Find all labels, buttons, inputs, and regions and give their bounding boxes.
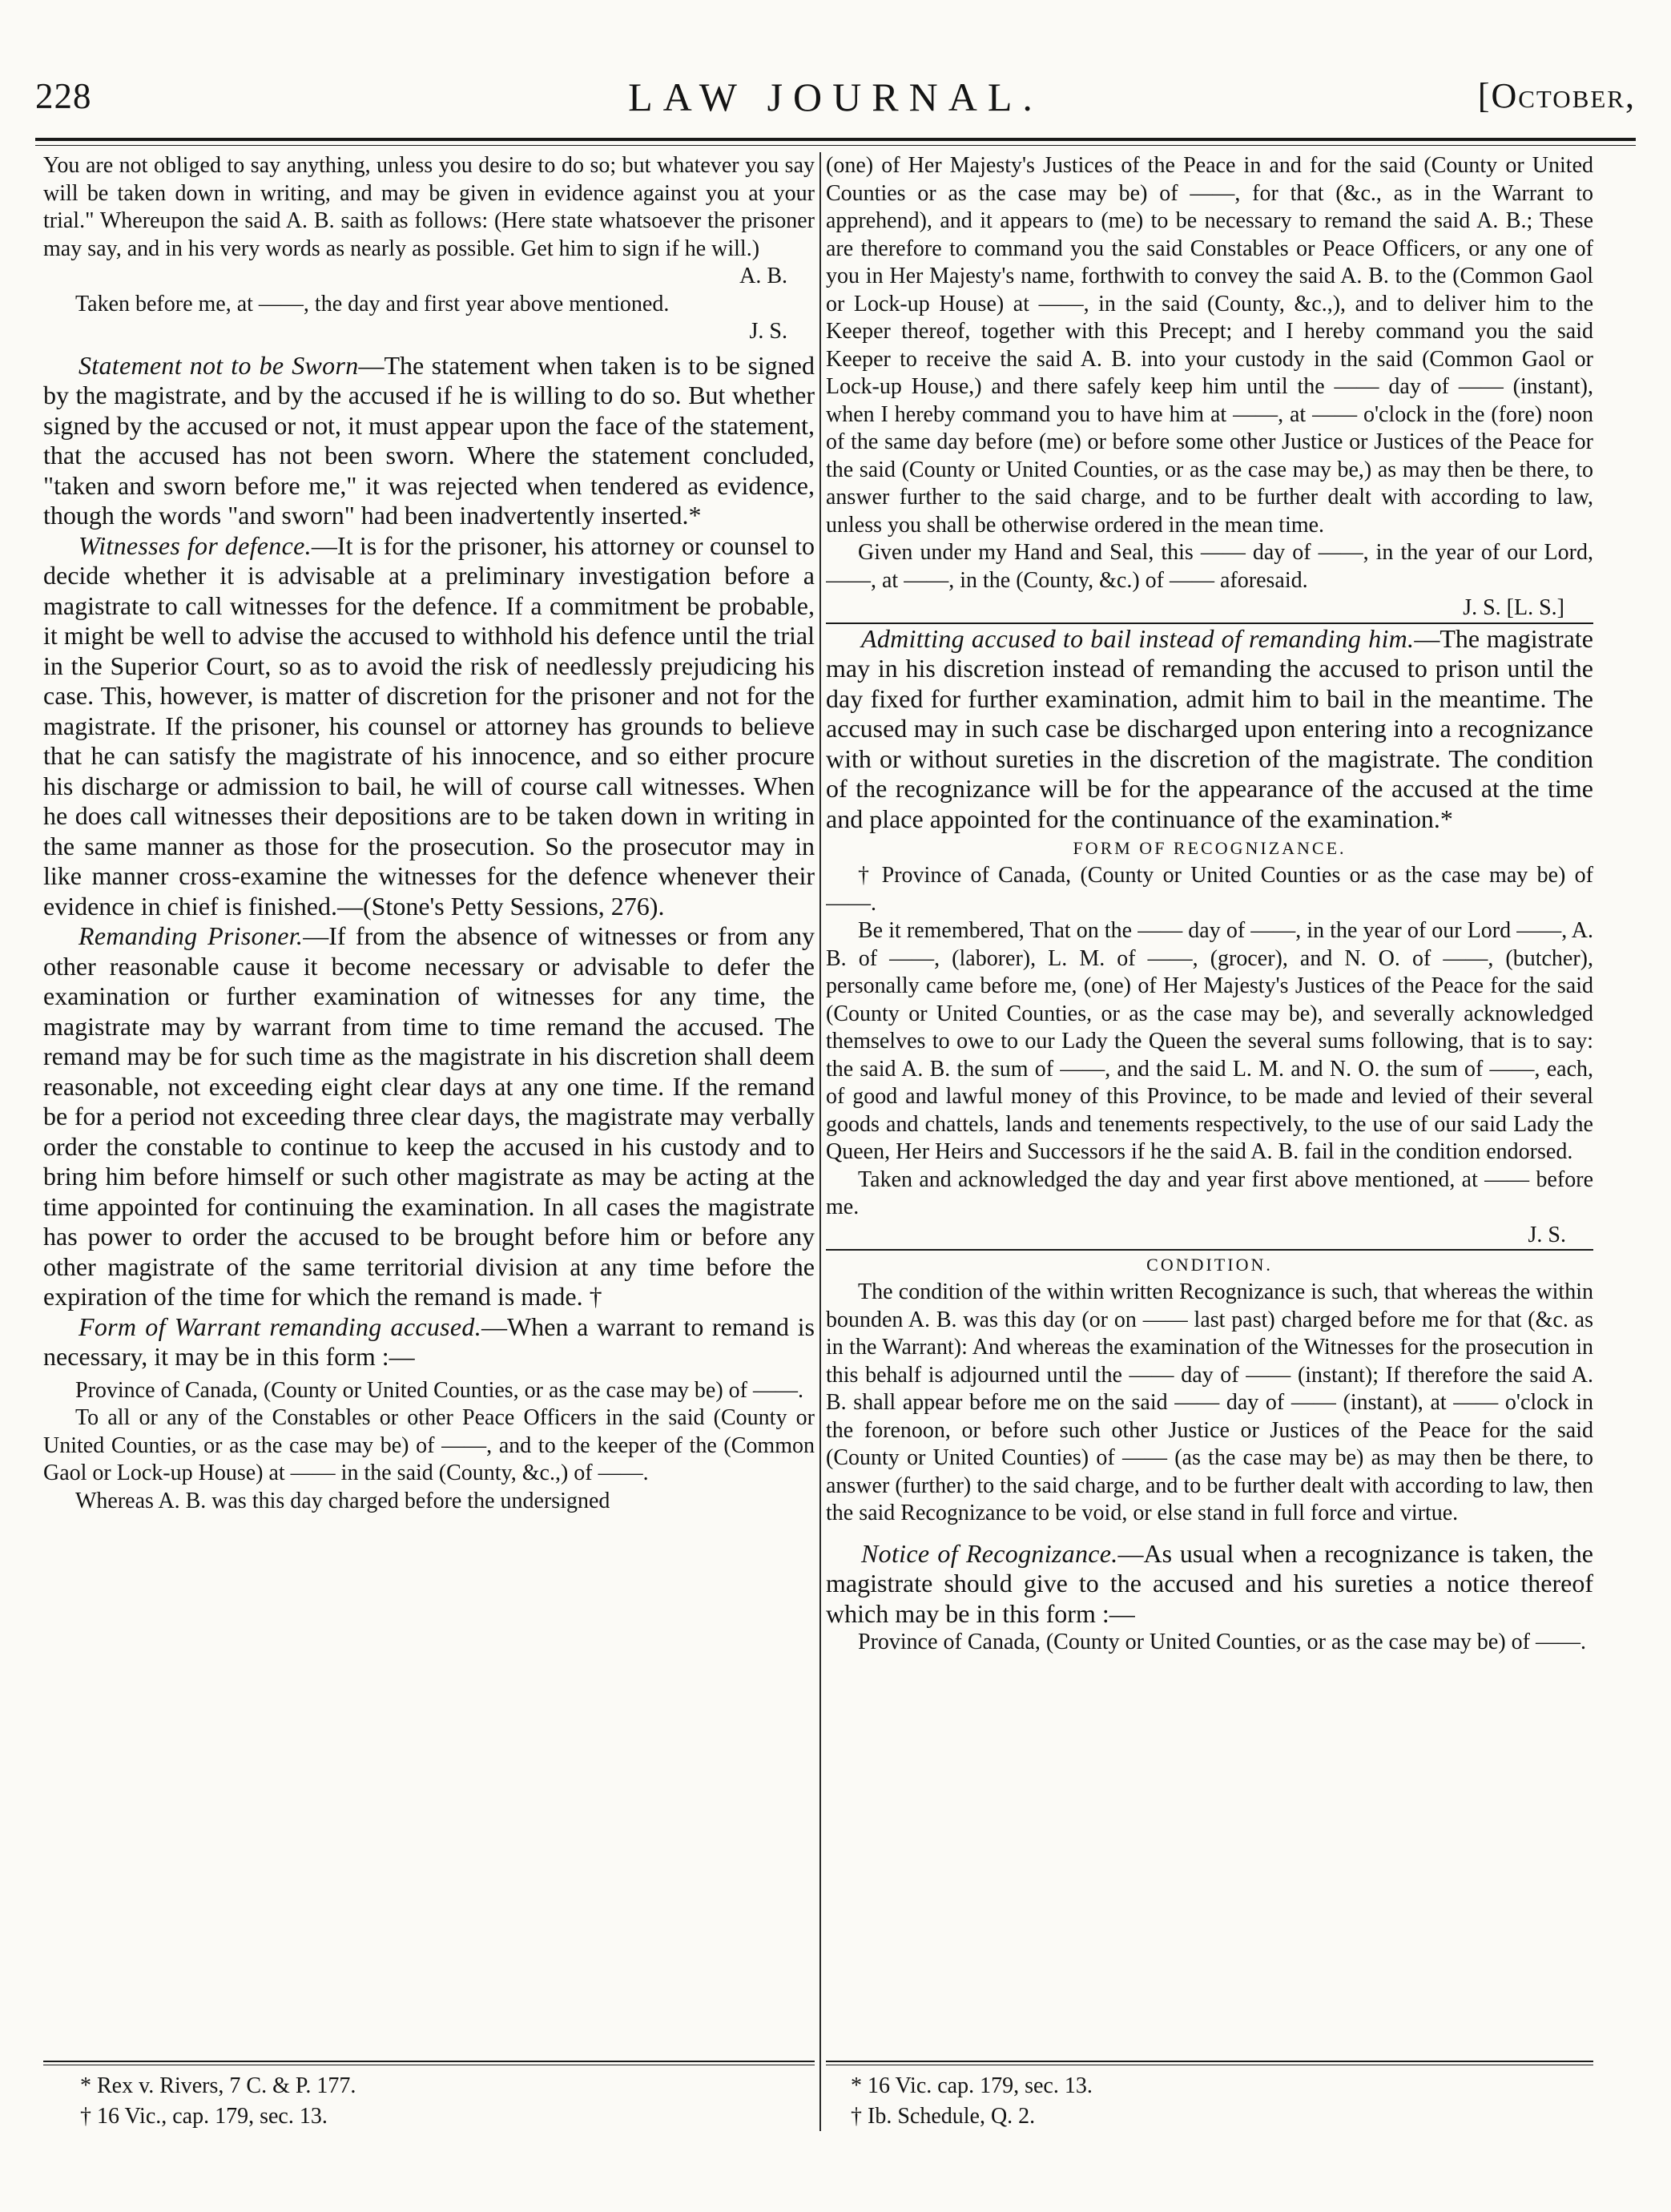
footnote-left-2: † 16 Vic., cap. 179, sec. 13. <box>80 2104 328 2129</box>
footnote-right-2: † Ib. Schedule, Q. 2. <box>851 2104 1036 2129</box>
warrant-address: To all or any of the Constables or other Peace Officers in the said (County or United Counties, or as the case may be) of ——, and to the keeper of the (Common Gaol or Lock-up House) at —— in the said (County, &c.,) of ——. <box>43 1405 815 1485</box>
notice-province: Province of Canada, (County or United Counties, or as the case may be) of ——. <box>858 1630 1587 1654</box>
warrant-whereas: Whereas A. B. was this day charged before the undersigned <box>75 1488 610 1513</box>
footnote-rule-left <box>43 2061 815 2065</box>
warrant-form-paragraph <box>43 1312 815 1372</box>
header-rule-thick <box>35 138 1636 141</box>
recognizance-signature: J. S. <box>1528 1222 1566 1247</box>
remanding-body: —If from the absence of witnesses or from any other reasonable cause it become necessary or advisable to defer the examination or further examination of witnesses for any time, the magistrate may by warrant from time to time remand the accused. The remand may be for such time as the magistrate in his discretion shall deem reasonable, not exceeding eight clear days at any one time. If the remand be for a period not exceeding three clear days, the magistrate may verbally order the constable to continue to keep the accused in his custody and to bring him before himself or such other magistrate as may be acting at the time appointed for continuing the examination. In all cases the magistrate has power to order the accused to be brought before him or before any other magistrate of the same territorial division at any time before the expiration of the time for which the remand is made. † <box>43 921 815 1311</box>
warrant-form-heading: Form of Warrant remanding accused. <box>79 1311 482 1341</box>
recognizance-taken: Taken and acknowledged the day and year first above mentioned, at —— before me. <box>826 1166 1593 1219</box>
header-month: [October, <box>1477 76 1636 115</box>
right-column <box>826 152 1593 2059</box>
footnotes-right <box>851 2071 1572 2132</box>
witnesses-body: —It is for the prisoner, his attorney or counsel to decide whether it is advisable at a preliminary investigation before a magistrate to call witnesses for the defence. If a commitment be probable, it might be well to advise the accused to withhold his defence until the trial in the Superior Court, so as to avoid the risk of needlessly prejudicing his case. This, however, is matter of discretion for the prisoner and not for the magistrate. If the prisoner, his counsel or attorney has grounds to believe that he can satisfy the magistrate of his innocence, and so either procure his discharge or admission to bail, he will of course call witnesses. When he does call witnesses their depositions are to be taken down in writing in the same manner as those for the prosecution. So the prosecutor may in like manner cross-examine the witnesses for the defence whenever their evidence in chief is finished.—(Stone's Petty Sessions, 276). <box>43 530 815 921</box>
footnote-left-1: * Rex v. Rivers, 7 C. & P. 177. <box>80 2073 356 2098</box>
notice-body: —As usual when a recognizance is taken, the magistrate should give to the accused and his sureties a notice thereof which may be in this form :— <box>826 1538 1593 1628</box>
signature-js: J. S. <box>749 319 787 344</box>
recognizance-province: † Province of Canada, (County or United Counties or as the case may be) of ——. <box>826 863 1593 916</box>
statement-paragraph <box>43 351 815 531</box>
warrant-continuation: (one) of Her Majesty's Justices of the Peace in and for the said (County or United Counties or as the case may be) of ——, for that (&c., as in the Warrant to apprehend), and it appears to (me) to be necessary to remand the said A. B.; These are therefore to command you the said Constables or Peace Officers, or any one of you in Her Majesty's name, forthwith to convey the said A. B. to the (Common Gaol or Lock-up House) at ——, in the said (County, &c.,), and to deliver him to the Keeper thereof, together with this Precept; and I hereby command you the said Keeper to receive the said A. B. into your custody in the said (Common Gaol or Lock-up House,) and there safely keep him until the —— day of —— (instant), when I hereby command you to have him at ——, at —— o'clock in the (fore) noon of the same day before (me) or before some other Justice or Justices of the Peace for the said (County or United Counties, or as the case may be,) as may then be there, to answer further to the said charge, and to be further dealt with according to law, unless you shall be otherwise ordered in the mean time. <box>826 153 1593 538</box>
warrant-province: Province of Canada, (County or United Counties, or as the case may be) of ——. <box>75 1377 804 1403</box>
witnesses-paragraph <box>43 531 815 922</box>
left-column <box>43 152 815 2059</box>
remanding-heading: Remanding Prisoner. <box>79 921 304 950</box>
footnotes-left <box>80 2071 801 2132</box>
statement-body: —The statement when taken is to be signed by the magistrate, and by the accused if he is willing to do so. But whether signed by the accused or not, it must appear upon the face of the statement, that the accused has not been sworn. Where the statement concluded, "taken and sworn before me," it was rejected when tendered as evidence, though the words "and sworn" had been inadvertently inserted.* <box>43 350 815 530</box>
footnote-right-1: * 16 Vic. cap. 179, sec. 13. <box>851 2073 1093 2098</box>
witnesses-heading: Witnesses for defence. <box>79 530 312 560</box>
footnote-rule-right <box>826 2061 1593 2065</box>
condition-body: The condition of the within written Recognizance is such, that whereas the within bounden A. B. was this day (or on —— last past) charged before me for that (&c. as in the Warrant): And whereas the examination of the Witnesses for the prosecution in this behalf is adjourned until the —— day of —— (instant); If therefore the said A. B. shall appear before me on the said —— day of —— (instant), at —— o'clock in the forenoon, or before such other Justice or Justices of the Peace for the said (County or United Counties) of —— (as the case may be) as may then be there, to answer (further) to the said charge, and to be further dealt with according to law, then the said Recognizance to be void, or else stand in full force and virtue. <box>826 1279 1593 1525</box>
bail-body: —The magistrate may in his discretion instead of remanding the accused to prison until the day fixed for further examination, admit him to bail in the meantime. The accused may in such case be discharged upon entering into a recognizance with or without sureties in the discretion of the magistrate. The condition of the recognizance will be for the appearance of the accused at the time and place appointed for the continuance of the examination.* <box>826 623 1593 833</box>
header-rule-thin <box>35 145 1636 146</box>
bail-heading: Admitting accused to bail instead of remanding him. <box>861 623 1415 653</box>
caution-text: You are not obliged to say anything, unless you desire to do so; but whatever you say will be taken down in writing, and may be given in evidence against you at your trial." Whereupon the said A. B. saith as follows: (Here state whatsoever the prisoner may say, and in his very words as nearly as possible. Get him to sign if he will.) <box>43 153 815 261</box>
bail-paragraph <box>826 624 1593 835</box>
taken-before-text: Taken before me, at ——, the day and first year above mentioned. <box>75 291 670 316</box>
page-number: 228 <box>35 76 92 116</box>
signature-seal: J. S. [L. S.] <box>1463 595 1564 620</box>
given-under-hand: Given under my Hand and Seal, this —— day of ——, in the year of our Lord, ——, at ——, in the (County, &c.) of —— aforesaid. <box>826 540 1593 593</box>
journal-title: LAW JOURNAL. <box>628 75 1043 119</box>
column-divider <box>819 152 821 2131</box>
condition-heading: CONDITION. <box>1146 1255 1273 1275</box>
notice-heading: Notice of Recognizance. <box>861 1538 1118 1568</box>
recognizance-body: Be it remembered, That on the —— day of ——, in the year of our Lord ——, A. B. of ——, (laborer), L. M. of ——, (grocer), and N. O. of ——, (butcher), personally came before me, (one) of Her Majesty's Justices of the Peace for the said (County or United Counties, or as the case may be), and severally acknowledged themselves to owe to our Lady the Queen the several sums following, that is to say: the said A. B. the sum of ——, and the said L. M. and N. O. the sum of ——, each, of good and lawful money of this Province, to be made and levied of their several goods and chattels, lands and tenements respectively, to the use of our said Lady the Queen, Her Heirs and Successors if he the said A. B. fail in the condition endorsed. <box>826 918 1593 1164</box>
statement-heading: Statement not to be Sworn <box>79 350 359 380</box>
running-header <box>35 72 1636 128</box>
signature-ab: A. B. <box>739 264 787 288</box>
remanding-paragraph <box>43 921 815 1312</box>
warrant-form-body: —When a warrant to remand is necessary, it may be in this form :— <box>43 1311 815 1371</box>
form-of-recognizance-heading: FORM OF RECOGNIZANCE. <box>1073 838 1347 858</box>
notice-paragraph <box>826 1539 1593 1630</box>
